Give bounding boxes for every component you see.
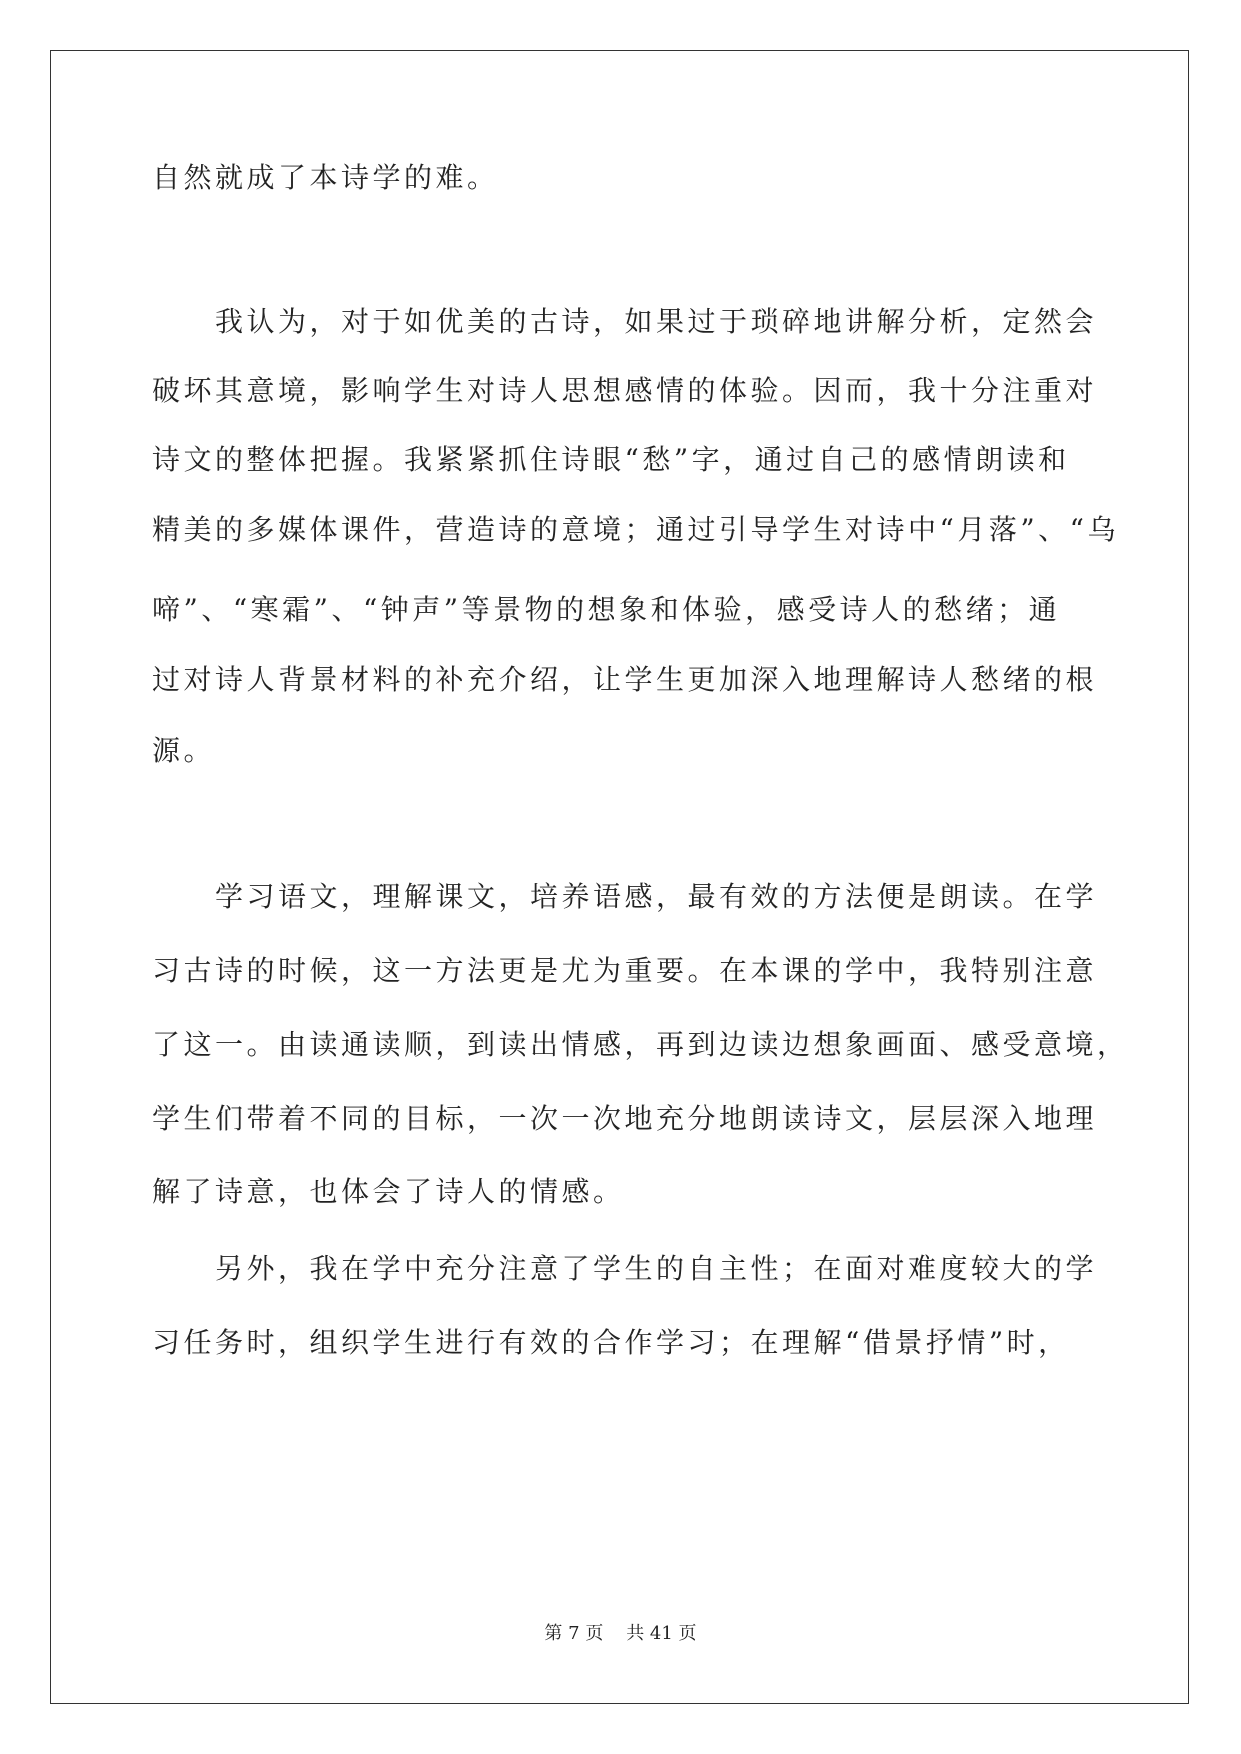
text-line: 了这一。由读通读顺，到读出情感，再到边读边想象画面、感受意境，	[152, 1028, 1129, 1061]
text-line: 破坏其意境，影响学生对诗人思想感情的体验。因而，我十分注重对	[152, 374, 1098, 407]
text-line: 过对诗人背景材料的补充介绍，让学生更加深入地理解诗人愁绪的根	[152, 663, 1098, 696]
text-line: 啼”、“寒霜”、“钟声”等景物的想象和体验，感受诗人的愁绪；通	[152, 593, 1061, 626]
text-line: 习任务时，组织学生进行有效的合作学习；在理解“借景抒情”时，	[152, 1326, 1070, 1359]
text-line: 自然就成了本诗学的难。	[152, 161, 499, 194]
text-line: 源。	[152, 734, 216, 767]
paragraph-start-line: 另外，我在学中充分注意了学生的自主性；在面对难度较大的学	[215, 1252, 1098, 1285]
text-line: 解了诗意，也体会了诗人的情感。	[152, 1175, 625, 1208]
text-line: 习古诗的时候，这一方法更是尤为重要。在本课的学中，我特别注意	[152, 954, 1098, 987]
text-line: 诗文的整体把握。我紧紧抓住诗眼“愁”字，通过自己的感情朗读和	[152, 443, 1070, 476]
paragraph-start-line: 我认为，对于如优美的古诗，如果过于琐碎地讲解分析，定然会	[215, 305, 1098, 338]
paragraph-start-line: 学习语文，理解课文，培养语感，最有效的方法便是朗读。在学	[215, 880, 1098, 913]
text-line: 学生们带着不同的目标，一次一次地充分地朗读诗文，层层深入地理	[152, 1102, 1098, 1135]
text-line: 精美的多媒体课件，营造诗的意境；通过引导学生对诗中“月落”、“乌	[152, 513, 1119, 546]
page-number-footer: 第 7 页 共 41 页	[544, 1623, 697, 1644]
